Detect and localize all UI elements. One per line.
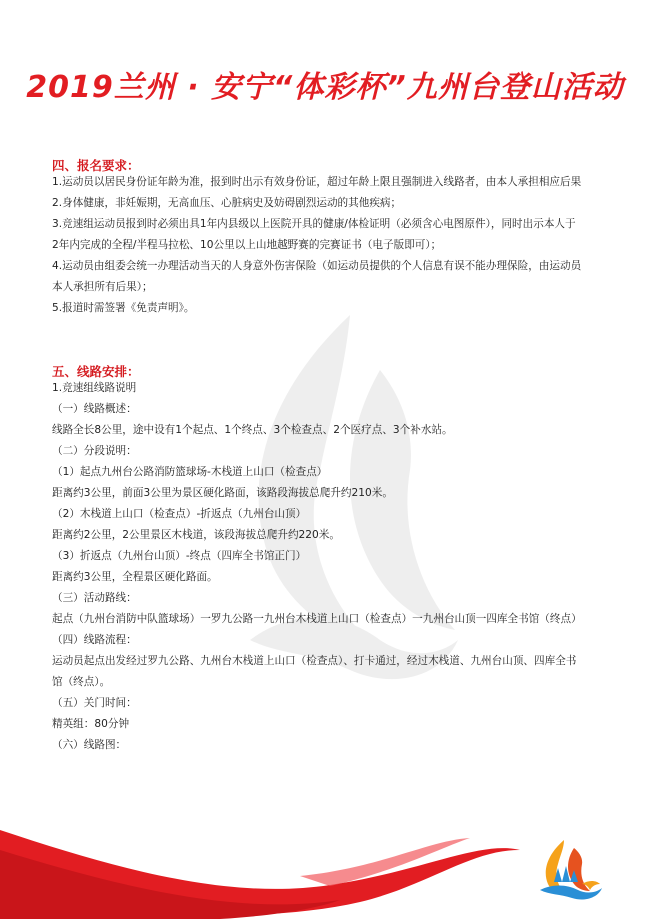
section-5-line: 精英组：80分钟	[52, 718, 130, 730]
section-5-line: （一）线路概述：	[52, 403, 137, 415]
section-5-line: （三）活动路线：	[52, 592, 137, 604]
section-5-heading: 五、线路安排：	[52, 364, 140, 379]
section-4-body	[52, 172, 604, 319]
section-4-line: 4.运动员由组委会统一办理活动当天的人身意外伤害保险（如运动员提供的个人信息有误不能办理保险，由运动员	[52, 260, 582, 272]
section-4-line: 1.运动员以居民身份证年龄为准，报到时出示有效身份证，超过年龄上限且强制进入线路者，由本人承担相应后果	[52, 176, 582, 188]
section-4-heading: 四、报名要求：	[52, 158, 140, 173]
section-5-line: 运动员起点出发经过罗九公路、九州台木栈道上山口（检查点）、打卡通过，经过木栈道、九州台山顶、四库全书	[52, 655, 577, 667]
section-5-line: 距离约2公里，2公里景区木栈道，该段海拔总爬升约220米。	[52, 529, 340, 541]
section-4-line: 2年内完成的全程/半程马拉松、10公里以上山地越野赛的完赛证书（电子版即可）；	[52, 239, 442, 251]
section-5-line: 1.竞速组线路说明	[52, 382, 137, 394]
section-5-line: （3）折返点（九州台山顶）-终点（四库全书馆正门）	[52, 550, 307, 562]
section-5-line: 起点（九州台消防中队篮球场）一罗九公路一九州台木栈道上山口（检查点）一九州台山顶一四库全书馆（终点）	[52, 613, 582, 625]
section-5-line: 线路全长8公里，途中设有1个起点、1个终点、3个检查点、2个医疗点、3个补水站。	[52, 424, 453, 436]
page-title: 2019兰州 · 安宁“体彩杯”九州台登山活动	[26, 70, 624, 105]
section-5-line: （五）关门时间：	[52, 697, 137, 709]
section-5-line: （六）线路图：	[52, 739, 127, 751]
section-5-line: （二）分段说明：	[52, 445, 137, 457]
section-4-line: 5.报道时需签署《免责声明》。	[52, 302, 195, 314]
section-4-line: 本人承担所有后果）；	[52, 281, 153, 293]
event-logo-icon	[534, 838, 606, 904]
section-5-line: 距离约3公里，前面3公里为景区硬化路面，该路段海拔总爬升约210米。	[52, 487, 393, 499]
section-5-line: （1）起点九州台公路消防篮球场-木栈道上山口（检查点）	[52, 466, 328, 478]
section-5-line: （四）线路流程：	[52, 634, 137, 646]
section-4-line: 2.身体健康，非妊娠期，无高血压、心脏病史及妨碍剧烈运动的其他疾病；	[52, 197, 402, 209]
section-5-body	[52, 378, 604, 756]
section-4-line: 3.竞速组运动员报到时必须出具1年内县级以上医院开具的健康/体检证明（必须含心电图原件），同时出示本人于	[52, 218, 576, 230]
section-5-line: （2）木栈道上山口（检查点）-折返点（九州台山顶）	[52, 508, 307, 520]
section-5-line: 馆（终点）。	[52, 676, 111, 688]
section-5-line: 距离约3公里，全程景区硬化路面。	[52, 571, 218, 583]
